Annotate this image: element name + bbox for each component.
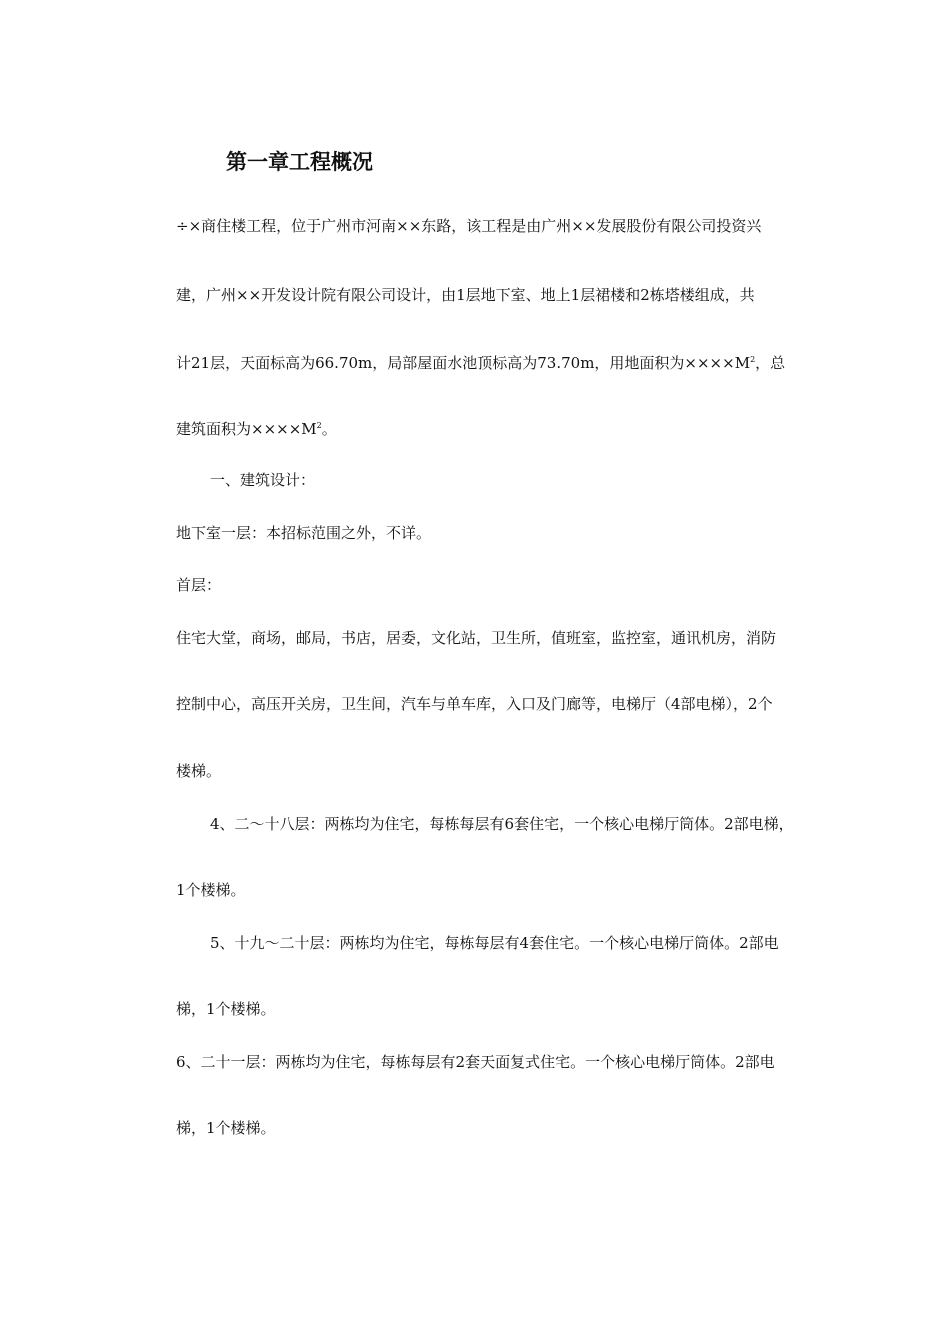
overview-line-4-tail: 。 bbox=[321, 420, 337, 438]
overview-line-4-text: 建筑面积为××××M bbox=[176, 420, 317, 438]
item-5-line-1: 5、十九～二十层：两栋均为住宅，每栋每层有4套住宅。一个核心电梯厅筒体。2部电 bbox=[210, 934, 779, 952]
overview-line-1: ÷×商住楼工程，位于广州市河南××东路，该工程是由广州××发展股份有限公司投资兴 bbox=[176, 217, 762, 235]
overview-line-4 bbox=[176, 416, 337, 439]
item-4-line-2: 1个楼梯。 bbox=[176, 881, 246, 899]
overview-line-3-text: 计21层，天面标高为66.70m，局部屋面水池顶标高为73.70m，用地面积为××××M bbox=[176, 354, 751, 372]
basement-line: 地下室一层：本招标范围之外，不详。 bbox=[176, 524, 432, 542]
item-6-line-1: 6、二十一层：两栋均为住宅，每栋每层有2套天面复式住宅。一个核心电梯厅筒体。2部电 bbox=[176, 1053, 775, 1071]
ground-floor-line-3: 楼梯。 bbox=[176, 762, 222, 780]
section-heading-architecture: 一、建筑设计： bbox=[210, 471, 316, 489]
ground-floor-label: 首层： bbox=[176, 576, 222, 594]
overview-line-3-tail: ，总 bbox=[755, 354, 786, 372]
overview-line-2: 建，广州××开发设计院有限公司设计，由1层地下室、地上1层裙楼和2栋塔楼组成，共 bbox=[176, 286, 755, 304]
item-4-line-1: 4、二～十八层：两栋均为住宅，每栋每层有6套住宅，一个核心电梯厅筒体。2部电梯， bbox=[210, 815, 794, 833]
superscript-2: 2 bbox=[316, 421, 322, 430]
superscript-2: 2 bbox=[750, 355, 756, 364]
item-5-line-2: 梯，1个楼梯。 bbox=[176, 1000, 276, 1018]
overview-line-3 bbox=[176, 350, 785, 373]
item-6-line-2: 梯，1个楼梯。 bbox=[176, 1119, 276, 1137]
chapter-title: 第一章工程概况 bbox=[226, 150, 373, 174]
ground-floor-line-2: 控制中心，高压开关房，卫生间，汽车与单车库，入口及门廊等，电梯厅（4部电梯），2个 bbox=[176, 695, 773, 713]
ground-floor-line-1: 住宅大堂，商场，邮局，书店，居委，文化站，卫生所，值班室，监控室，通讯机房，消防 bbox=[176, 629, 777, 647]
